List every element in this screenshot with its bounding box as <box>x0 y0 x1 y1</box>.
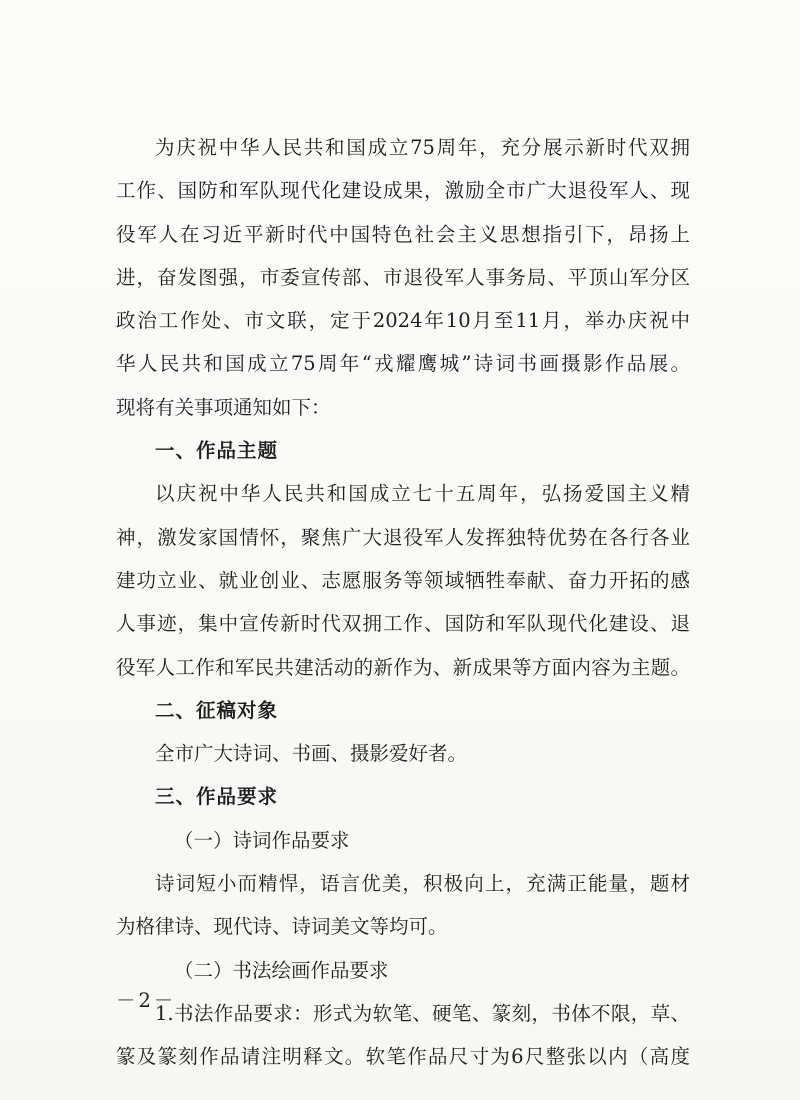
section-heading-audience: 二、征稿对象 <box>155 698 279 722</box>
document-body <box>116 126 690 1079</box>
section-heading-requirements: 三、作品要求 <box>155 785 279 809</box>
intro-line: 为庆祝中华人民共和国成立75周年，充分展示新时代双拥 <box>155 136 690 159</box>
theme-line: 以庆祝中华人民共和国成立七十五周年，弘扬爱国主义精 <box>155 482 690 506</box>
intro-line: 现将有关事项通知如下： <box>116 395 331 419</box>
audience-line: 全市广大诗词、书画、摄影爱好者。 <box>155 742 468 766</box>
theme-line: 人事迹，集中宣传新时代双拥工作、国防和军队现代化建设、退 <box>116 612 690 636</box>
theme-line: 建功立业、就业创业、志愿服务等领域牺牲奉献、奋力开拓的感 <box>116 568 690 592</box>
subsection-heading-calligraphy: （二）书法绘画作品要求 <box>174 958 389 982</box>
calligraphy-line: 1.书法作品要求：形式为软笔、硬笔、篆刻，书体不限，草、 <box>155 1001 690 1025</box>
poetry-line: 诗词短小而精悍，语言优美，积极向上，充满正能量，题材 <box>155 872 690 896</box>
page-number: －2－ <box>116 989 177 1012</box>
theme-line: 役军人工作和军民共建活动的新作为、新成果等方面内容为主题。 <box>116 655 690 679</box>
intro-line: 政治工作处、市文联，定于2024年10月至11月，举办庆祝中 <box>116 309 690 333</box>
intro-line: 华人民共和国成立75周年“戎耀鹰城”诗词书画摄影作品展。 <box>116 352 690 376</box>
intro-line: 役军人在习近平新时代中国特色社会主义思想指引下，昂扬上 <box>116 222 690 246</box>
calligraphy-line: 篆及篆刻作品请注明释文。软笔作品尺寸为6尺整张以内（高度 <box>116 1045 690 1069</box>
subsection-heading-poetry: （一）诗词作品要求 <box>174 828 350 852</box>
poetry-line: 为格律诗、现代诗、诗词美文等均可。 <box>116 915 448 939</box>
theme-line: 神，激发家国情怀，聚焦广大退役军人发挥独特优势在各行各业 <box>116 525 690 549</box>
section-heading-theme: 一、作品主题 <box>155 439 279 463</box>
intro-line: 工作、国防和军队现代化建设成果，激励全市广大退役军人、现 <box>116 179 690 203</box>
intro-line: 进，奋发图强，市委宣传部、市退役军人事务局、平顶山军分区 <box>116 265 690 289</box>
